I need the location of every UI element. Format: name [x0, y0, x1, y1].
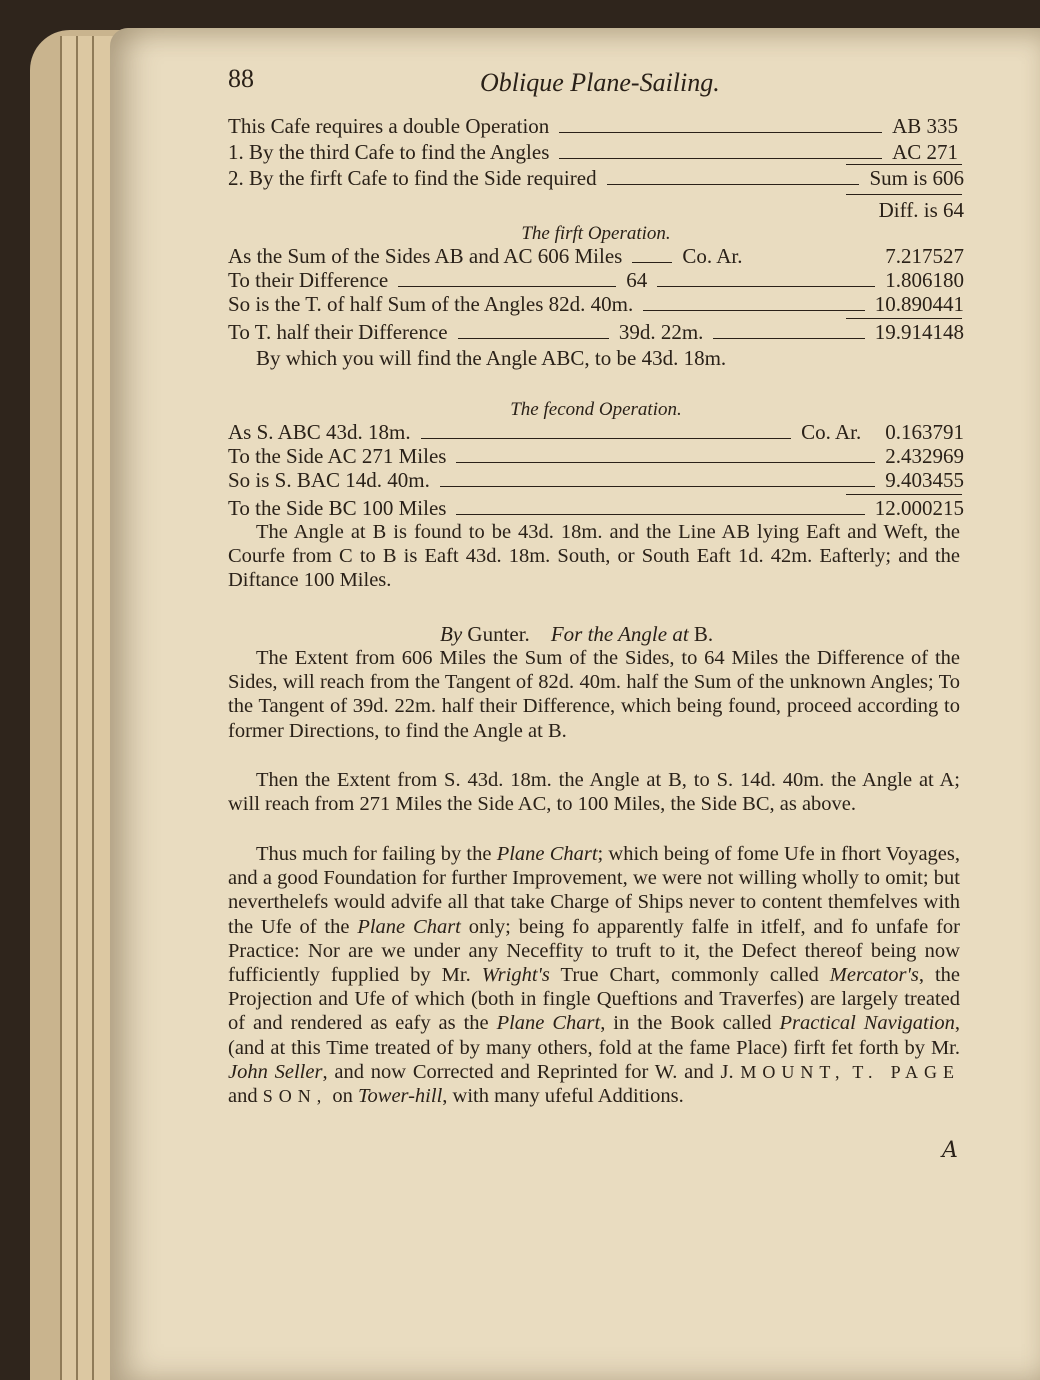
- italic-term: Plane Chart: [357, 915, 461, 938]
- intro-text: This Cafe requires a double Operation: [228, 114, 550, 138]
- leader-rule: [713, 338, 864, 339]
- row-label: So is the T. of half Sum of the Angles 82d. 40m.: [228, 292, 634, 316]
- intro-value: AB 335: [892, 114, 958, 138]
- italic-term: Wright's: [481, 964, 550, 987]
- log-row: [228, 292, 964, 317]
- log-row: [228, 268, 964, 293]
- leader-rule: [458, 338, 609, 339]
- row-label: As S. ABC 43d. 18m.: [228, 420, 411, 444]
- leader-rule: [607, 184, 860, 185]
- closing-paragraph: [228, 842, 960, 1108]
- row-label: To the Side AC 271 Miles: [228, 444, 447, 468]
- row-label: To T. half their Difference: [228, 320, 448, 344]
- running-title: Oblique Plane-Sailing.: [480, 68, 720, 97]
- leader-rule: [657, 286, 875, 287]
- row-mid: Co. Ar.: [682, 244, 743, 268]
- italic-term: Practical Navigation: [779, 1012, 955, 1035]
- row-value: 2.432969: [885, 444, 964, 468]
- text-run: Thus much for failing by the: [256, 843, 492, 865]
- row-label: So is S. BAC 14d. 40m.: [228, 468, 430, 492]
- leader-rule: [456, 514, 864, 515]
- second-operation-heading: The fecond Operation.: [510, 399, 682, 420]
- log-row: [228, 444, 964, 469]
- row-value: 0.163791: [885, 420, 964, 444]
- first-operation-conclusion: By which you will find the Angle ABC, to be 43d. 18m.: [256, 346, 727, 370]
- small-caps-term: MOUNT,: [740, 1061, 846, 1082]
- row-value: 1.806180: [885, 268, 965, 292]
- row-value: 12.000215: [874, 496, 964, 520]
- intro-line: [228, 114, 964, 139]
- row-mid: 64: [626, 268, 648, 292]
- text-run: True Chart, commonly called: [560, 964, 819, 987]
- text-run: only; being fo apparently falfe in itfelf, and fo unfafe for Practice: Nor are we under any Neceffity to truft to it, the Defect thereof being now fufficiently fupplied by Mr.: [228, 915, 960, 987]
- log-row: [228, 496, 964, 521]
- intro-text: 2. By the firft Cafe to find the Side required: [228, 166, 597, 190]
- gunter-paragraph-1: The Extent from 606 Miles the Sum of the Sides, to 64 Miles the Difference of the Sides, will reach from the Tangent of 82d. 40m. half the Sum of the unknown Angles; To the Tangent of 39d. 22m. half their Difference, which being found, proceed according to former Directions, to find the Angle at B.: [228, 647, 960, 742]
- intro-line: [228, 140, 964, 165]
- intro-value: Sum is 606: [869, 166, 964, 190]
- gunter-b: B.: [693, 622, 714, 646]
- gunter-paragraph-2: Then the Extent from S. 43d. 18m. the Angle at B, to S. 14d. 40m. the Angle at A; will reach from 271 Miles the Side AC, to 100 Miles, the Side BC, as above.: [228, 769, 960, 816]
- leader-rule: [643, 310, 865, 311]
- italic-term: Mercator's: [829, 964, 919, 987]
- leader-rule: [559, 132, 882, 133]
- intro-text: 1. By the third Cafe to find the Angles: [228, 140, 550, 164]
- text-run: , the Projection and Ufe of which (both in fingle Queftions and Traverfes) are largely treated of and rendered as eafy as the: [228, 964, 960, 1035]
- text-run: , and now Corrected and Reprinted for W. and J.: [322, 1060, 734, 1083]
- second-operation-paragraph: The Angle at B is found to be 43d. 18m. and the Line AB lying Eaft and Weft, the Courfe from C to B is Eaft 43d. 18m. South, or South Eaft 1d. 42m. Eafterly; and the Diftance 100 Miles.: [228, 521, 960, 592]
- text-run: , in the Book called: [600, 1012, 772, 1035]
- row-label: As the Sum of the Sides AB and AC 606 Miles: [228, 244, 623, 268]
- sum-rule: [846, 318, 962, 319]
- italic-term: Plane Chart: [496, 1012, 601, 1035]
- page-number: 88: [228, 64, 254, 93]
- intro-line: [228, 198, 964, 222]
- text-run: ; which being of fome Ufe in fhort Voyages, and a good Foundation for further Improvement, we were not willing wholly to omit; but neverthelefs would advife all that take Charge of Ships never to content themfelves with the Ufe of the: [228, 843, 960, 938]
- row-value: 9.403455: [885, 468, 964, 492]
- text-run: on: [332, 1085, 353, 1108]
- intro-line: [228, 166, 964, 191]
- diff-rule: [846, 194, 962, 195]
- log-row: [228, 244, 964, 269]
- row-value: 7.217527: [885, 244, 964, 268]
- text-run: and: [228, 1085, 258, 1108]
- leader-rule: [398, 286, 616, 287]
- log-row: [228, 420, 964, 445]
- sum-rule: [846, 164, 962, 165]
- log-row: [228, 468, 964, 493]
- leader-rule: [440, 486, 875, 487]
- intro-value: Diff. is 64: [878, 198, 964, 222]
- row-mid: 39d. 22m.: [618, 320, 704, 344]
- gunter-heading: [440, 622, 713, 646]
- first-operation-heading: The firft Operation.: [521, 223, 671, 244]
- small-caps-term: T. PAGE: [852, 1061, 960, 1082]
- gunter-for: For the Angle at: [550, 622, 689, 646]
- text-run: , with many ufeful Additions.: [442, 1085, 684, 1108]
- catchword: A: [942, 1138, 958, 1163]
- row-value: 19.914148: [874, 320, 965, 344]
- gunter-name: Gunter.: [467, 622, 530, 646]
- leader-rule: [421, 438, 792, 439]
- log-row: [228, 320, 964, 345]
- italic-term: Tower-hill: [358, 1085, 443, 1108]
- row-mid: Co. Ar.: [801, 420, 862, 444]
- leader-rule: [456, 462, 875, 463]
- italic-term: Plane Chart: [496, 843, 598, 865]
- intro-value: AC 271: [892, 140, 958, 164]
- row-value: 10.890441: [874, 292, 964, 316]
- gunter-by: By: [440, 622, 463, 646]
- small-caps-term: SON,: [262, 1086, 328, 1107]
- text-run: , (and at this Time treated of by many others, fold at the fame Place) firft fet forth by Mr.: [228, 1012, 960, 1059]
- sum-rule: [846, 494, 962, 495]
- leader-rule: [632, 262, 672, 263]
- row-label: To the Side BC 100 Miles: [228, 496, 447, 520]
- leader-rule: [559, 158, 882, 159]
- italic-term: John Seller: [228, 1060, 323, 1083]
- row-label: To their Difference: [228, 268, 389, 292]
